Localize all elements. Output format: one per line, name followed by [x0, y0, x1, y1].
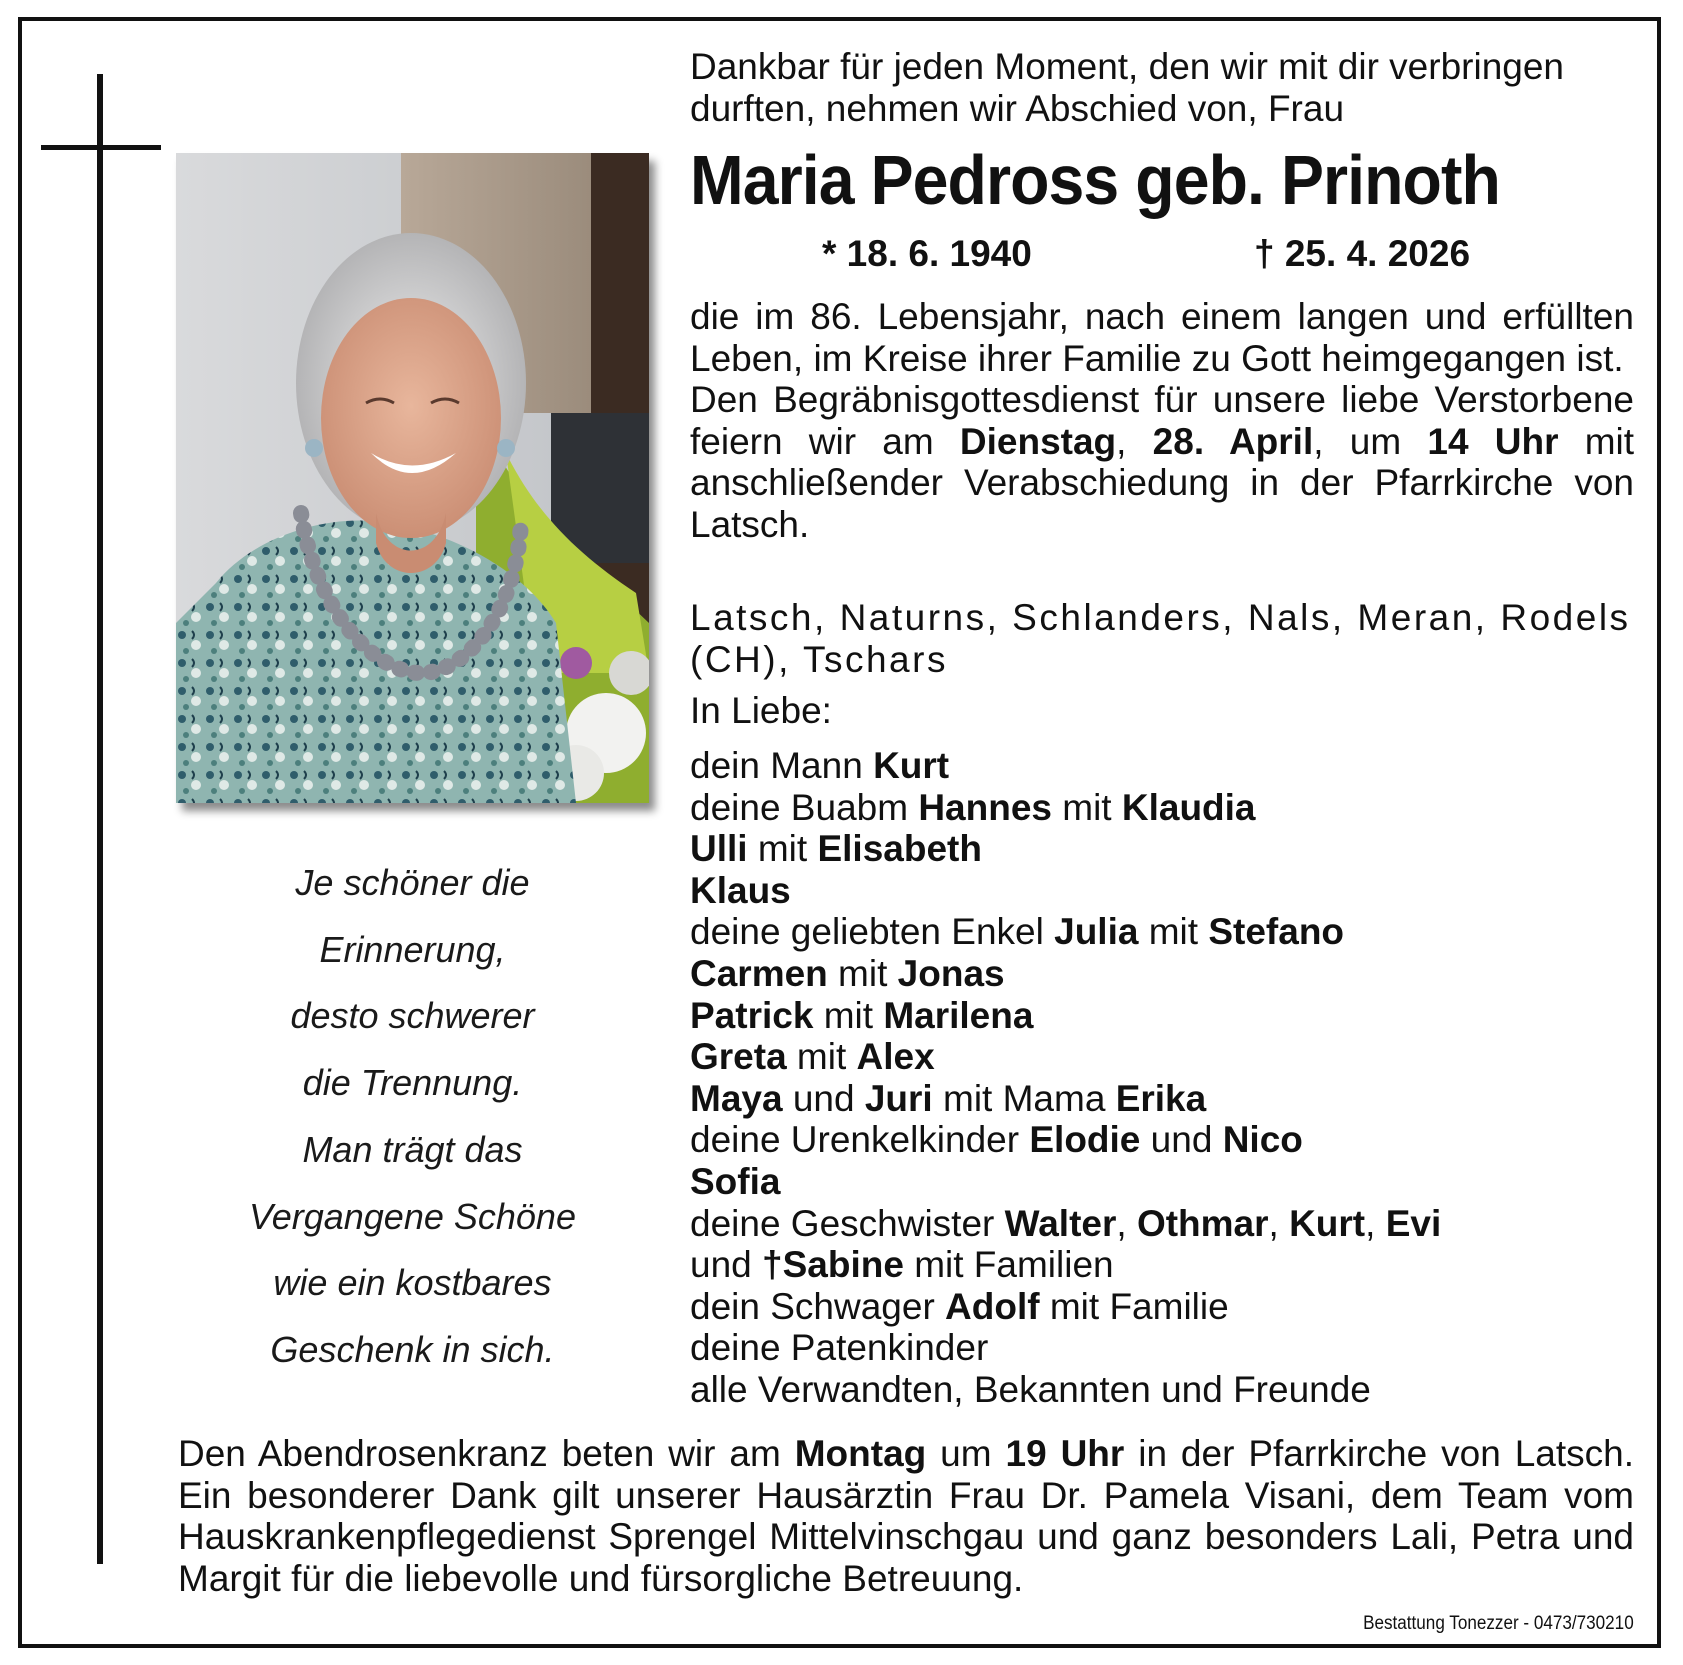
rosary-day: Montag [794, 1433, 927, 1474]
family-line: und †Sabine mit Familien [690, 1244, 1114, 1286]
quote-line: Man trägt das [302, 1128, 523, 1170]
in-love-heading: In Liebe: [690, 690, 832, 731]
places-list: Latsch, Naturns, Schlanders, Nals, Meran, Rodels (CH), Tschars [690, 597, 1631, 680]
service-day: Dienstag [959, 420, 1117, 462]
quote-line: Je schöner die [295, 862, 530, 903]
rosary-time: 19 Uhr [1005, 1433, 1125, 1474]
family-line: deine Patenkinder [690, 1327, 989, 1369]
memorial-quote [195, 850, 630, 1384]
family-line: Ulli mit Elisabeth [690, 828, 982, 870]
quote-line: Geschenk in sich. [270, 1328, 555, 1370]
quote-line: Erinnerung, [319, 928, 506, 970]
birth-date: * 18. 6. 1940 [822, 233, 1032, 274]
quote-line: wie ein kostbares [273, 1262, 552, 1304]
announcement-text [690, 296, 1634, 545]
funeral-service-paragraph: Den Begräbnisgottesdienst für unsere liebe Verstorbene feiern wir am Dienstag, 28. April, um 14 Uhr mit anschließender Verabschiedung in der Pfarrkirche von Latsch. [690, 379, 1635, 545]
quote-line: die Trennung. [302, 1062, 523, 1104]
family-line: dein Mann Kurt [690, 745, 950, 786]
family-line: Patrick mit Marilena [690, 994, 1034, 1036]
family-line: dein Schwager Adolf mit Familie [690, 1285, 1229, 1327]
family-list [690, 745, 1634, 1411]
family-line: deine Geschwister Walter, Othmar, Kurt, Evi [690, 1202, 1442, 1244]
family-line: Klaus [690, 869, 791, 911]
deceased-name: Maria Pedross geb. Prinoth [690, 141, 1500, 219]
quote-line: desto schwerer [290, 995, 535, 1037]
quote-line: Vergangene Schöne [249, 1195, 576, 1237]
portrait-photo [176, 153, 649, 803]
death-date: † 25. 4. 2026 [1254, 233, 1471, 274]
family-line: Sofia [690, 1160, 781, 1202]
family-line: Maya und Juri mit Mama Erika [690, 1077, 1207, 1119]
closing-text: Den Abendrosenkranz beten wir am Montag um 19 Uhr in der Pfarrkirche von Latsch. Ein besonderer Dank gilt unserer Hausärztin Frau Dr. Pamela Visani, dem Team vom Hauskrankenpflegedienst Sprengel Mittelvinschgau und ganz besonders Lali, Petra und Margit für die liebevolle und fürsorgliche Betreuung. [178, 1433, 1634, 1599]
family-line: Carmen mit Jonas [690, 952, 1005, 994]
service-date: 28. April [1152, 420, 1314, 462]
service-time: 14 Uhr [1427, 420, 1559, 462]
family-line: deine geliebten Enkel Julia mit Stefano [690, 911, 1345, 953]
funeral-home-credit: Bestattung Tonezzer - 0473/730210 [1363, 1613, 1634, 1634]
family-line: Greta mit Alex [690, 1036, 935, 1078]
family-line: alle Verwandten, Bekannten und Freunde [690, 1368, 1371, 1410]
family-line: deine Buabm Hannes mit Klaudia [690, 786, 1256, 828]
intro-text: Dankbar für jeden Moment, den wir mit dir verbringen durften, nehmen wir Abschied von, Frau [690, 46, 1564, 129]
announcement-paragraph: die im 86. Lebensjahr, nach einem langen und erfüllten Leben, im Kreise ihrer Familie zu Gott heimgegangen ist. [690, 296, 1634, 379]
family-line: deine Urenkelkinder Elodie und Nico [690, 1119, 1303, 1161]
